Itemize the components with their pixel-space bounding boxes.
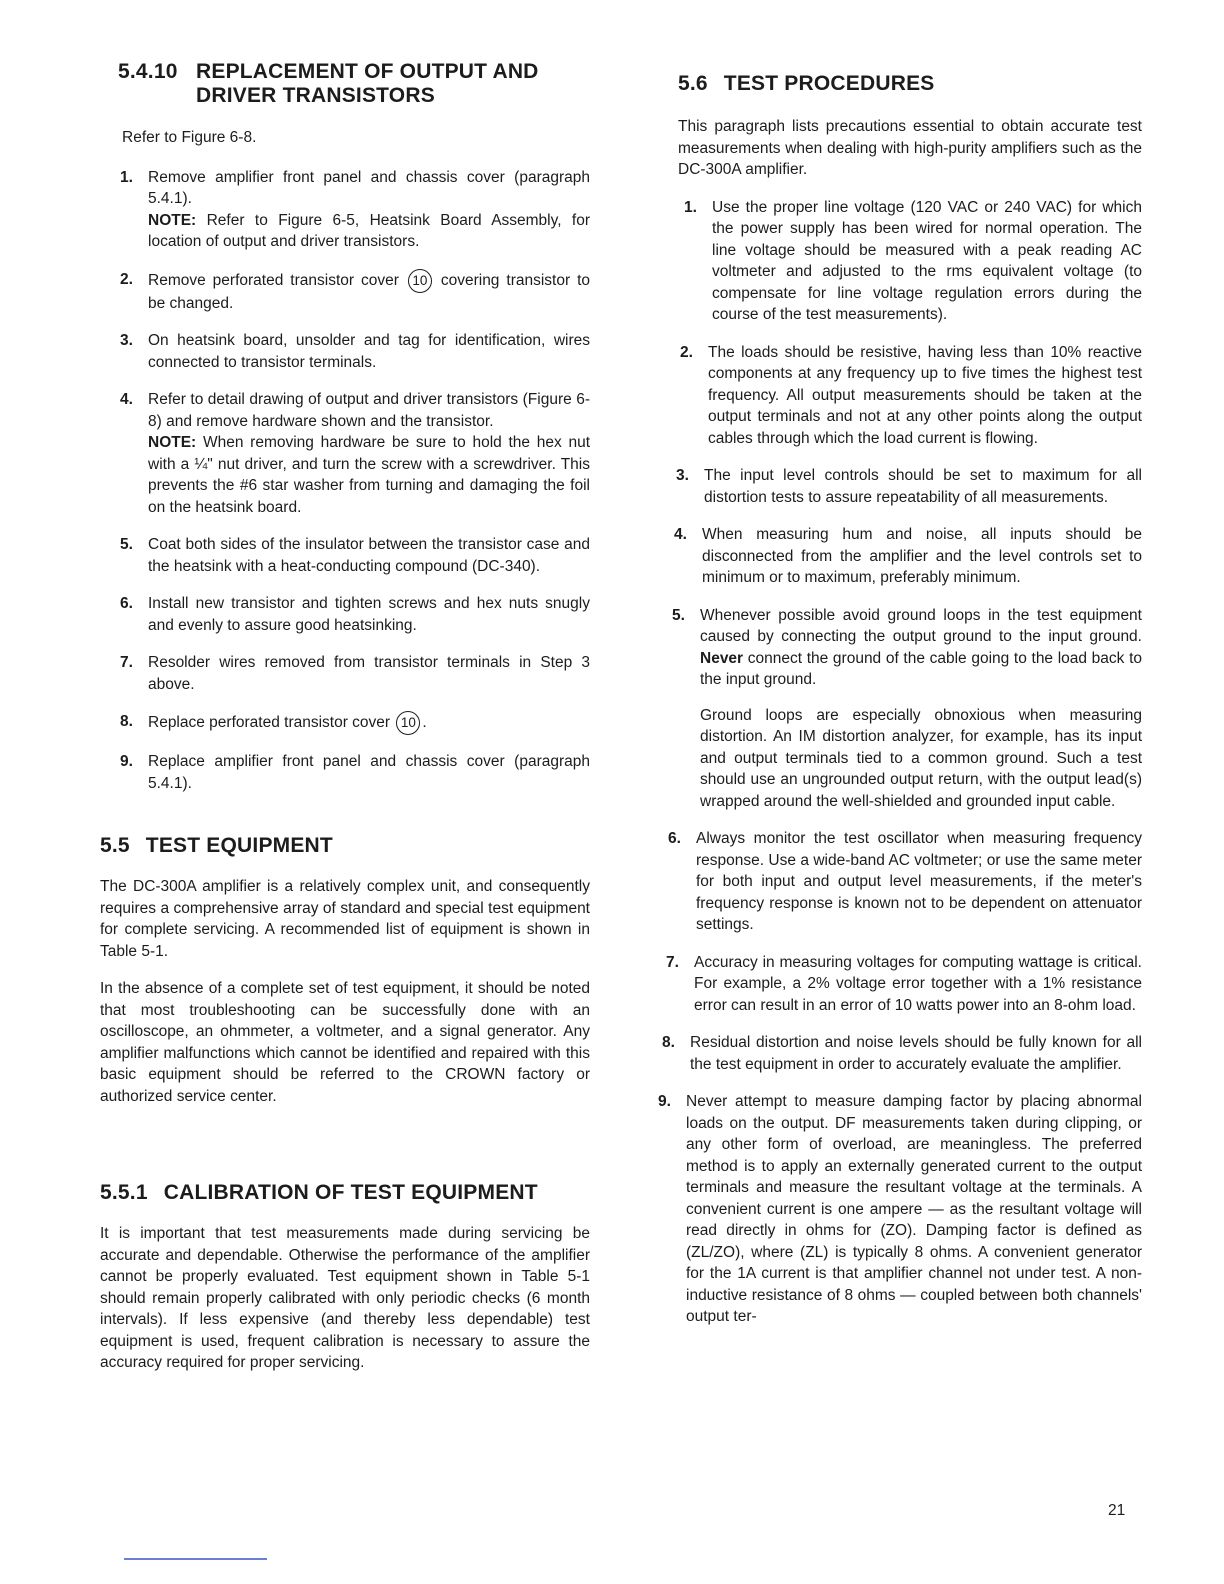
list-item xyxy=(684,197,1142,326)
list-item xyxy=(120,269,590,315)
step-text: The loads should be resistive, having less than 10% reactive components at any frequency up to five times the highest test frequency. All output measurements should be taken at the output terminals and not at any other points along the output cables through which the load current is flowing. xyxy=(708,343,1142,447)
step-note xyxy=(148,432,590,518)
step-text: Use the proper line voltage (120 VAC or 240 VAC) for which the power supply has been wired for normal operation. The line voltage should be measured with a peak reading AC voltmeter and adjusted to the rms equivalent voltage (to compensate for line voltage regulation errors during the course of the test measurements). xyxy=(712,198,1142,323)
test-procedure-steps xyxy=(658,197,1143,1328)
step-number: 4. xyxy=(674,526,687,543)
step-number: 8. xyxy=(120,713,133,730)
note-text: Refer to Figure 6-5, Heatsink Board Assembly, for location of output and driver transistors. xyxy=(148,211,590,250)
step-text: Whenever possible avoid ground loops in the test equipment caused by connecting the output ground to the input ground. xyxy=(700,606,1142,645)
step-number: 3. xyxy=(120,332,133,349)
step-number: 3. xyxy=(676,467,689,484)
step-number: 9. xyxy=(658,1093,671,1110)
step-note xyxy=(148,210,590,253)
step-text-cont: . xyxy=(422,714,427,732)
callout-circle: 10 xyxy=(396,711,420,735)
intro-text: Refer to Figure 6-8. xyxy=(122,129,257,146)
step-text-cont: covering transistor to be changed. xyxy=(148,271,591,312)
section-5-5-1-heading xyxy=(100,1181,590,1205)
step-text: Accuracy in measuring voltages for computing wattage is critical. For example, a 2% voltage error together with a 1% resistance error can result in an error of 10 watts power into an 8-ohm load. xyxy=(694,953,1142,1014)
step-text: Resolder wires removed from transistor terminals in Step 3 above. xyxy=(148,654,590,693)
step-number: 1. xyxy=(120,168,133,186)
step-number: 9. xyxy=(120,753,133,770)
list-item xyxy=(120,652,590,695)
list-item xyxy=(120,167,590,253)
list-item xyxy=(668,828,1142,936)
list-item xyxy=(120,711,590,735)
section-title: CALIBRATION OF TEST EQUIPMENT xyxy=(163,1181,538,1204)
paragraph: It is important that test measurements made during servicing be accurate and dependable. Otherwise the performance of the amplifier cannot be properly evaluated. Test equipment shown in Table 5-1 should remain properly calibrated with only periodic checks (6 month intervals). If less expensive (and thereby less dependable) test equipment is used, frequent calibration is necessary to assure the accuracy required for proper servicing. xyxy=(100,1225,590,1371)
step-text: Always monitor the test oscillator when measuring frequency response. Use a wide-band AC voltmeter; or use the same meter for both input and output level measurements, if the meter's frequency response is known not to be dependent on attenuator settings. xyxy=(696,830,1142,933)
right-column xyxy=(658,72,1143,1344)
emphasis-never: Never xyxy=(700,649,744,667)
step-text: When measuring hum and noise, all inputs should be disconnected from the amplifier and the level controls set to minimum or to maximum, preferably minimum. xyxy=(702,526,1142,586)
step-text: Coat both sides of the insulator between the transistor case and the heatsink with a heat-conducting compound (DC-340). xyxy=(148,536,590,575)
scan-artifact-line xyxy=(124,1558,267,1560)
step-number: 4. xyxy=(120,391,133,408)
step-number: 2. xyxy=(680,343,693,361)
list-item xyxy=(658,1091,1142,1328)
section-5-6-heading xyxy=(678,72,1142,96)
callout-circle: 10 xyxy=(408,269,432,293)
section-number: 5.5 xyxy=(100,834,130,857)
step-number: 6. xyxy=(120,595,133,612)
left-column xyxy=(100,60,590,1374)
list-item xyxy=(662,1032,1142,1075)
note-label: NOTE: xyxy=(148,211,197,229)
step-text: Remove amplifier front panel and chassis cover (paragraph 5.4.1). xyxy=(148,168,590,207)
step-text-cont: connect the ground of the cable going to the load back to the input ground. xyxy=(700,649,1143,688)
step-number: 8. xyxy=(662,1034,675,1051)
step-text: Replace amplifier front panel and chassis cover (paragraph 5.4.1). xyxy=(148,753,590,792)
step-subparagraph: Ground loops are especially obnoxious when measuring distortion. An IM distortion analyzer, for example, has its input and output terminals tied to a common ground. Such a test should use an ungrounded output return, with the output lead(s) wrapped around the well-shielded and grounded input cable. xyxy=(700,706,1142,810)
list-item xyxy=(120,534,590,577)
step-number: 1. xyxy=(684,198,697,216)
step-number: 6. xyxy=(668,830,681,847)
step-text: Never attempt to measure damping factor by placing abnormal loads on the output. DF measurements taken during clipping, or any other form of overload, are meaningless. The preferred method is to apply an externally generated current to the output terminals and measure the resultant voltage at the terminals. A convenient current is one ampere — as the resultant voltage will read directly in ohms for (ZO). Damping factor is defined as (ZL/ZO), where (ZL) is typically 8 ohms. A convenient generator for the 1A current is that amplifier channel not under test. A non-inductive resistance of 8 ohms — coupled between both channels' output ter- xyxy=(686,1093,1142,1325)
step-number: 7. xyxy=(120,654,133,671)
step-text: Remove perforated transistor cover xyxy=(148,271,399,289)
step-number: 7. xyxy=(666,953,679,971)
section-number: 5.5.1 xyxy=(100,1181,148,1204)
paragraph: In the absence of a complete set of test equipment, it should be noted that most troubleshooting can be successfully done with an oscilloscope, an ohmmeter, a voltmeter, and a signal generator. Any amplifier malfunctions which cannot be identified and repaired with this basic equipment should be referred to the CROWN factory or authorized service center. xyxy=(100,980,590,1105)
step-text: Replace perforated transistor cover xyxy=(148,714,391,732)
intro-text: This paragraph lists precautions essential to obtain accurate test measurements when dealing with high-purity amplifiers such as the DC-300A amplifier. xyxy=(678,118,1142,178)
list-item xyxy=(666,952,1142,1017)
step-text: Refer to detail drawing of output and driver transistors (Figure 6-8) and remove hardware shown and the transistor. xyxy=(148,391,590,430)
replacement-steps xyxy=(120,167,590,795)
step-text: On heatsink board, unsolder and tag for identification, wires connected to transistor terminals. xyxy=(148,332,590,371)
section-title: TEST PROCEDURES xyxy=(723,72,935,95)
step-number: 5. xyxy=(672,606,685,624)
list-item xyxy=(680,342,1142,450)
section-title: REPLACEMENT OF OUTPUT AND DRIVER TRANSISTORS xyxy=(196,60,539,107)
section-number: 5.4.10 xyxy=(118,60,178,83)
section-number: 5.6 xyxy=(678,72,708,95)
note-label: NOTE: xyxy=(148,434,197,451)
section-5-4-10-heading xyxy=(118,60,590,108)
section-5-5-heading xyxy=(100,834,590,858)
list-item xyxy=(672,605,1142,813)
list-item xyxy=(120,389,590,518)
list-item xyxy=(120,330,590,373)
step-number: 5. xyxy=(120,536,133,553)
list-item xyxy=(676,465,1142,508)
list-item xyxy=(120,593,590,636)
paragraph: The DC-300A amplifier is a relatively complex unit, and consequently requires a comprehensive array of standard and special test equipment for complete servicing. A recommended list of equipment is shown in Table 5-1. xyxy=(100,878,590,960)
step-text: The input level controls should be set to maximum for all distortion tests to assure repeatability of all measurements. xyxy=(704,467,1142,506)
list-item xyxy=(120,751,590,794)
step-text: Residual distortion and noise levels should be fully known for all the test equipment in order to accurately evaluate the amplifier. xyxy=(690,1034,1142,1073)
step-text: Install new transistor and tighten screws and hex nuts snugly and evenly to assure good heatsinking. xyxy=(148,595,590,634)
note-text: When removing hardware be sure to hold the hex nut with a ¼" nut driver, and turn the screw with a screwdriver. This prevents the #6 star washer from turning and damaging the foil on the heatsink board. xyxy=(148,434,591,516)
page-number: 21 xyxy=(1108,1502,1126,1519)
list-item xyxy=(674,524,1142,589)
section-title: TEST EQUIPMENT xyxy=(145,834,333,857)
step-number: 2. xyxy=(120,270,133,288)
